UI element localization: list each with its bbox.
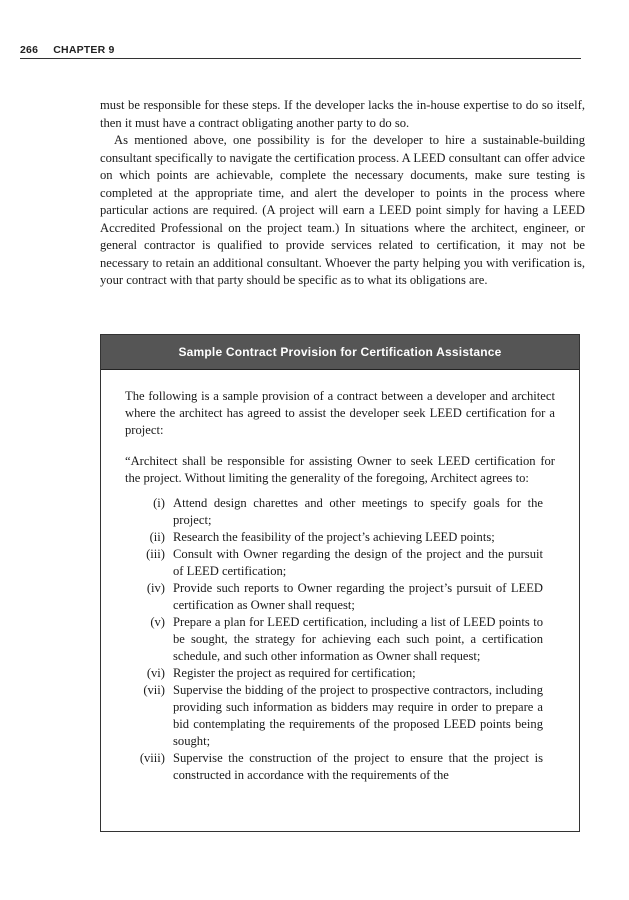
provision-number: (vii) bbox=[143, 683, 165, 697]
header-rule bbox=[20, 58, 581, 59]
provision-text: Prepare a plan for LEED certification, including a list of LEED points to be sought, the strategy for achieving each such point, a certification schedule, and such other information as Owner shall request; bbox=[173, 615, 543, 663]
sidebar-intro: The following is a sample provision of a contract between a developer and architect where the architect has agreed to assist the developer seek LEED certification for a project: bbox=[125, 389, 555, 437]
list-item bbox=[125, 614, 555, 665]
list-item bbox=[125, 750, 555, 784]
list-item bbox=[125, 529, 555, 546]
provision-number: (iii) bbox=[146, 547, 165, 561]
provision-number: (i) bbox=[153, 496, 165, 510]
list-item bbox=[125, 546, 555, 580]
provision-text: Provide such reports to Owner regarding the project’s pursuit of LEED certification as Owner shall request; bbox=[173, 581, 543, 612]
list-item bbox=[125, 580, 555, 614]
provision-text: Attend design charettes and other meetings to specify goals for the project; bbox=[173, 496, 543, 527]
list-item bbox=[125, 495, 555, 529]
provision-text: Consult with Owner regarding the design of the project and the pursuit of LEED certification; bbox=[173, 547, 543, 578]
provision-number: (ii) bbox=[149, 530, 165, 544]
body-text bbox=[100, 97, 585, 290]
provision-number: (vi) bbox=[146, 666, 165, 680]
provision-number: (viii) bbox=[139, 751, 165, 765]
paragraph-1: must be responsible for these steps. If the developer lacks the in-house expertise to do so itself, then it must have a contract obligating another party to do so. bbox=[100, 98, 585, 130]
sidebar-title: Sample Contract Provision for Certification Assistance bbox=[101, 335, 579, 370]
provision-text: Supervise the construction of the project to ensure that the project is constructed in accordance with the requirements of the bbox=[173, 751, 543, 782]
list-item bbox=[125, 665, 555, 682]
provision-text: Supervise the bidding of the project to prospective contractors, including providing such information as bidders may require in order to prepare a bid contemplating the requirements of the proposed LEED points being sought; bbox=[173, 683, 543, 748]
paragraph-2: As mentioned above, one possibility is for the developer to hire a sustainable-building consultant specifically to navigate the certification process. A LEED consultant can offer advice on which points are achievable, complete the necessary documents, make sure testing is completed at the appropriate time, and alert the developer to points in the process where particular actions are required. (A project will earn a LEED point simply for having a LEED Accredited Professional on the project team.) In situations where the architect, engineer, or general contractor is qualified to provide services related to certification, it may not be necessary to retain an additional consultant. Whoever the party helping you with verification is, your contract with that party should be specific as to what its obligations are. bbox=[100, 133, 585, 287]
provision-list bbox=[125, 495, 555, 784]
provision-text: Register the project as required for certification; bbox=[173, 666, 416, 680]
list-item bbox=[125, 682, 555, 750]
provision-number: (v) bbox=[150, 615, 165, 629]
sidebar-quote-lead: “Architect shall be responsible for assisting Owner to seek LEED certification for the project. Without limiting the generality of the foregoing, Architect agrees to: bbox=[125, 454, 555, 485]
page-number: 266 bbox=[20, 44, 39, 56]
running-head bbox=[20, 44, 580, 58]
provision-number: (iv) bbox=[146, 581, 165, 595]
sidebar-body bbox=[101, 370, 579, 784]
chapter-label: CHAPTER 9 bbox=[53, 44, 115, 56]
sample-provision-box bbox=[100, 334, 580, 832]
provision-text: Research the feasibility of the project’s achieving LEED points; bbox=[173, 530, 495, 544]
